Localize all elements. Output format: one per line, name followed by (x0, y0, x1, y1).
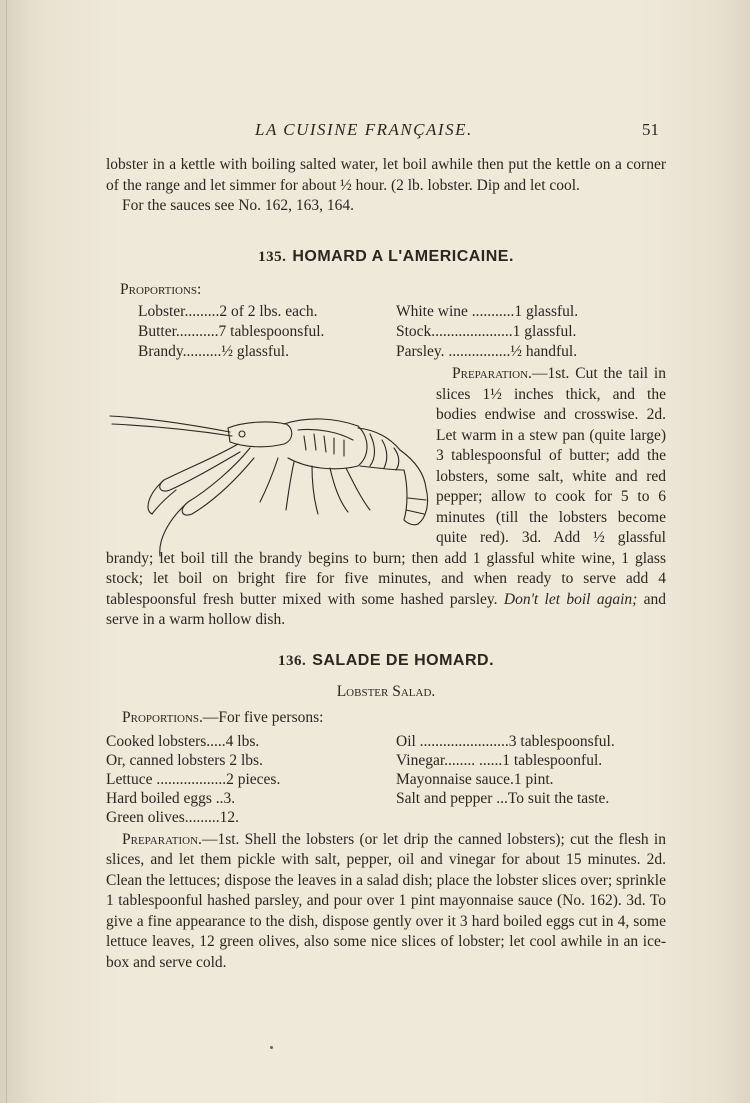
recipe-136-number: 136. (277, 653, 307, 669)
recipe-136-ingredients (106, 732, 666, 827)
salad-ingredient-left-4: Hard boiled eggs ..3. (106, 789, 236, 807)
intro-block (106, 155, 666, 217)
prep-text-start: —1st. Cut the tail in slices 1½ inches thick, and the bodies endwise and crosswise. 2d. Let warm in a stew pan (quite large) 3 tablespoonsful of butter; add the lobsters, some salt, white and red pepper; allow to cook for 5 to 6 minutes (till the lobsters become quite red). 3d. Add ½ glassful brandy; let boil till the brandy begins to burn; then add 1 glassful white wine, 1 glass stock; let boil on bright fire for five minutes, and when ready to serve add 4 tablespoonsful fresh butter mixed with some hashed parsley. (106, 365, 666, 608)
prep-text-end: and serve in a warm hollow dish. (106, 590, 667, 628)
salad-prep-label: Preparation. (122, 830, 202, 848)
sauce-reference: For the sauces see No. 162, 163, 164. (122, 197, 355, 214)
lobster-illustration-icon (108, 410, 438, 558)
salad-ingredient-left-5: Green olives.........12. (106, 808, 240, 826)
page-gutter (6, 0, 7, 1103)
ingredient-left-3: Brandy..........½ glassful. (138, 343, 289, 360)
recipe-136-subtitle: Lobster Salad. (336, 682, 436, 700)
salad-ingredient-left-2: Or, canned lobsters 2 lbs. (106, 751, 263, 769)
ingredient-left-1: Lobster.........2 of 2 lbs. each. (138, 303, 318, 320)
salad-ingredient-right-5 (396, 808, 666, 827)
recipe-135-proportions-label: Proportions: (120, 280, 202, 298)
intro-paragraph: lobster in a kettle with boiling salted water, let boil awhile then put the kettle on a corner of the range and let simmer for about ½ hour. (2 lb. lobster. Dip and let cool. (106, 156, 666, 194)
page-header (0, 120, 750, 144)
ingredient-right-1: White wine ...........1 glassful. (396, 303, 579, 320)
recipe-135-heading (106, 247, 666, 268)
salad-ingredient-right-3: Mayonnaise sauce.1 pint. (396, 770, 554, 788)
salad-ingredient-right-4: Salt and pepper ...To suit the taste. (396, 789, 610, 807)
recipe-136-preparation (106, 830, 666, 974)
prep-label: Preparation. (452, 365, 532, 382)
salad-ingredient-left-3: Lettuce ..................2 pieces. (106, 770, 281, 788)
recipe-135-number: 135. (258, 249, 287, 265)
ink-speck (270, 1046, 273, 1049)
recipe-136-heading (106, 651, 666, 672)
recipe-136-proportions-note: —For five persons: (202, 709, 324, 726)
ingredient-left-2: Butter...........7 tablespoonsful. (138, 323, 325, 340)
page-number: 51 (642, 120, 659, 139)
recipe-136-proportions (122, 708, 666, 729)
ingredient-right-2: Stock.....................1 glassful. (396, 323, 577, 340)
recipe-136-title: SALADE DE HOMARD. (312, 652, 495, 669)
salad-ingredient-left-1: Cooked lobsters.....4 lbs. (106, 732, 260, 750)
ingredient-right-3: Parsley. ................½ handful. (396, 343, 578, 360)
recipe-135-ingredients (138, 302, 666, 362)
salad-prep-text: —1st. Shell the lobsters (or let drip the canned lobsters); cut the flesh in slices, and let them pickle with salt, pepper, oil and vinegar for about 15 minutes. 2d. Clean the lettuces; dispose the leaves in a salad dish; place the lobster slices over; sprinkle 1 tablespoonful hashed parsley, and pour over 1 pint mayonnaise sauce (No. 162). 3d. To give a fine appearance to the dish, dispose gently over it 3 hard boiled eggs cut in 4, some lettuce leaves, 12 green olives, also some nice slices of lobster; let cool awhile in an ice-box and serve cold. (106, 830, 666, 971)
recipe-136 (106, 651, 666, 973)
running-title: LA CUISINE FRANÇAISE. (255, 120, 473, 139)
recipe-136-proportions-label: Proportions. (122, 709, 203, 726)
salad-ingredient-right-1: Oil .......................3 tablespoonsful. (396, 732, 615, 750)
prep-italic-warning: Don't let boil again; (503, 590, 638, 608)
salad-ingredient-right-2: Vinegar........ ......1 tablespoonful. (396, 751, 603, 769)
recipe-135-title: HOMARD A L'AMERICAINE. (292, 248, 514, 265)
